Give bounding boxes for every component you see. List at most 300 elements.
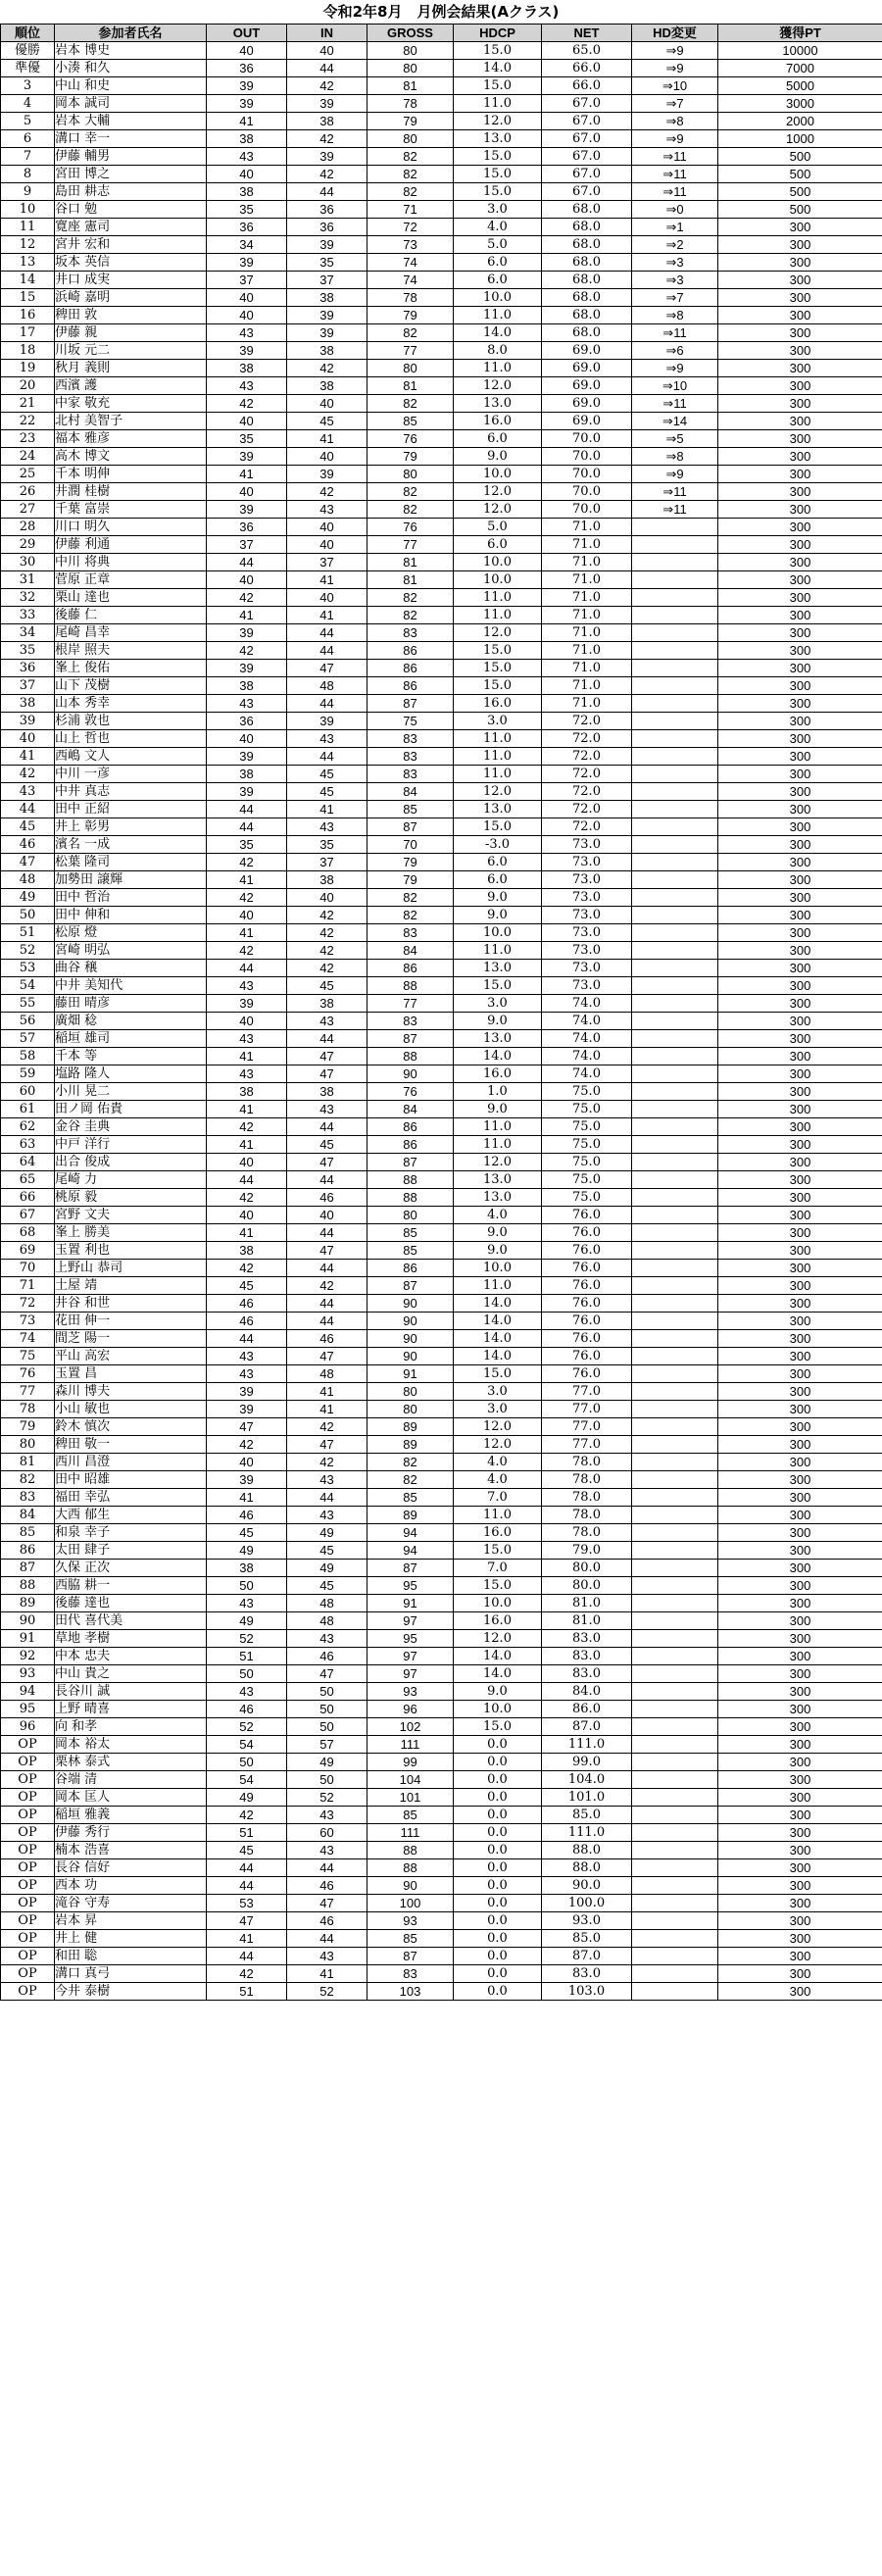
cell-in: 38 <box>287 113 368 130</box>
cell-gross: 82 <box>368 1454 454 1471</box>
cell-points: 300 <box>718 1101 882 1118</box>
cell-rank: 66 <box>1 1189 55 1207</box>
table-row <box>1 677 882 695</box>
cell-out: 51 <box>207 1983 287 2001</box>
cell-rank: 18 <box>1 342 55 360</box>
table-row <box>1 1524 882 1542</box>
cell-out: 40 <box>207 166 287 183</box>
cell-out: 45 <box>207 1524 287 1542</box>
cell-name: 田中 正紹 <box>55 801 207 818</box>
cell-net: 74.0 <box>542 1030 632 1048</box>
cell-rank: 26 <box>1 483 55 501</box>
cell-in: 40 <box>287 889 368 907</box>
cell-net: 71.0 <box>542 695 632 713</box>
cell-hdcp: 15.0 <box>454 166 542 183</box>
cell-out: 38 <box>207 677 287 695</box>
cell-in: 45 <box>287 1577 368 1595</box>
cell-gross: 111 <box>368 1736 454 1754</box>
cell-in: 42 <box>287 1277 368 1295</box>
cell-out: 40 <box>207 307 287 324</box>
cell-name: 峯上 勝美 <box>55 1224 207 1242</box>
cell-net: 77.0 <box>542 1418 632 1436</box>
cell-net: 85.0 <box>542 1930 632 1948</box>
cell-gross: 86 <box>368 1118 454 1136</box>
cell-out: 39 <box>207 1383 287 1401</box>
table-row <box>1 324 882 342</box>
cell-hd-change <box>632 942 718 960</box>
cell-rank: 9 <box>1 183 55 201</box>
cell-net: 67.0 <box>542 130 632 148</box>
cell-hdcp: -3.0 <box>454 836 542 854</box>
cell-points: 300 <box>718 1789 882 1807</box>
cell-out: 41 <box>207 607 287 624</box>
cell-net: 87.0 <box>542 1948 632 1965</box>
cell-rank: OP <box>1 1948 55 1965</box>
cell-points: 500 <box>718 166 882 183</box>
cell-in: 45 <box>287 1542 368 1560</box>
cell-gross: 100 <box>368 1895 454 1912</box>
table-row <box>1 395 882 413</box>
cell-out: 42 <box>207 1436 287 1454</box>
cell-out: 42 <box>207 1965 287 1983</box>
cell-in: 38 <box>287 1083 368 1101</box>
cell-hd-change <box>632 1242 718 1260</box>
cell-name: 向 和孝 <box>55 1718 207 1736</box>
cell-gross: 88 <box>368 1189 454 1207</box>
cell-net: 78.0 <box>542 1524 632 1542</box>
cell-name: 西川 昌澄 <box>55 1454 207 1471</box>
cell-net: 74.0 <box>542 995 632 1013</box>
cell-out: 41 <box>207 466 287 483</box>
cell-in: 40 <box>287 536 368 554</box>
cell-hdcp: 0.0 <box>454 1983 542 2001</box>
cell-gross: 90 <box>368 1295 454 1313</box>
cell-name: 土屋 靖 <box>55 1277 207 1295</box>
cell-hdcp: 16.0 <box>454 1524 542 1542</box>
table-row <box>1 166 882 183</box>
cell-points: 300 <box>718 1013 882 1030</box>
cell-name: 浜崎 嘉明 <box>55 289 207 307</box>
table-row <box>1 307 882 324</box>
cell-points: 300 <box>718 1136 882 1154</box>
cell-rank: 8 <box>1 166 55 183</box>
cell-in: 42 <box>287 924 368 942</box>
cell-out: 41 <box>207 1489 287 1507</box>
cell-net: 99.0 <box>542 1754 632 1771</box>
cell-net: 72.0 <box>542 818 632 836</box>
table-row <box>1 1471 882 1489</box>
cell-name: 尾崎 力 <box>55 1171 207 1189</box>
cell-net: 100.0 <box>542 1895 632 1912</box>
cell-name: 坂本 英信 <box>55 254 207 272</box>
cell-hdcp: 11.0 <box>454 589 542 607</box>
cell-points: 300 <box>718 1577 882 1595</box>
cell-rank: 77 <box>1 1383 55 1401</box>
cell-name: 長谷川 誠 <box>55 1683 207 1701</box>
table-row <box>1 1189 882 1207</box>
cell-net: 68.0 <box>542 254 632 272</box>
table-row <box>1 1154 882 1171</box>
cell-out: 51 <box>207 1824 287 1842</box>
cell-rank: 88 <box>1 1577 55 1595</box>
cell-rank: 20 <box>1 377 55 395</box>
cell-name: 長谷 信好 <box>55 1859 207 1877</box>
table-row <box>1 236 882 254</box>
cell-hd-change <box>632 1365 718 1383</box>
cell-rank: 85 <box>1 1524 55 1542</box>
cell-hd-change <box>632 1524 718 1542</box>
cell-points: 300 <box>718 1612 882 1630</box>
cell-out: 54 <box>207 1736 287 1754</box>
table-row <box>1 1383 882 1401</box>
cell-net: 71.0 <box>542 536 632 554</box>
cell-name: 宮野 文夫 <box>55 1207 207 1224</box>
cell-out: 43 <box>207 1030 287 1048</box>
cell-out: 40 <box>207 571 287 589</box>
cell-points: 300 <box>718 1824 882 1842</box>
cell-out: 44 <box>207 818 287 836</box>
cell-hdcp: 4.0 <box>454 1471 542 1489</box>
table-row <box>1 1560 882 1577</box>
cell-hdcp: 6.0 <box>454 430 542 448</box>
cell-hd-change <box>632 589 718 607</box>
cell-out: 43 <box>207 1683 287 1701</box>
cell-rank: 47 <box>1 854 55 871</box>
cell-hd-change <box>632 1260 718 1277</box>
cell-hdcp: 11.0 <box>454 95 542 113</box>
cell-hd-change: ⇒9 <box>632 60 718 77</box>
cell-rank: OP <box>1 1965 55 1983</box>
cell-hdcp: 11.0 <box>454 1136 542 1154</box>
cell-net: 73.0 <box>542 942 632 960</box>
cell-name: 岡本 裕太 <box>55 1736 207 1754</box>
cell-name: 峯上 俊佑 <box>55 660 207 677</box>
cell-in: 48 <box>287 1595 368 1612</box>
cell-points: 300 <box>718 1171 882 1189</box>
table-row <box>1 554 882 571</box>
cell-name: 山下 茂樹 <box>55 677 207 695</box>
cell-name: 田中 哲治 <box>55 889 207 907</box>
cell-out: 43 <box>207 695 287 713</box>
cell-out: 40 <box>207 1454 287 1471</box>
cell-hd-change <box>632 1718 718 1736</box>
cell-out: 43 <box>207 1348 287 1365</box>
cell-points: 300 <box>718 1983 882 2001</box>
cell-hd-change <box>632 695 718 713</box>
table-row <box>1 42 882 60</box>
cell-in: 38 <box>287 871 368 889</box>
cell-name: 千本 等 <box>55 1048 207 1065</box>
table-row <box>1 1754 882 1771</box>
cell-in: 44 <box>287 1313 368 1330</box>
cell-hdcp: 6.0 <box>454 871 542 889</box>
cell-name: 伊藤 親 <box>55 324 207 342</box>
cell-out: 41 <box>207 1048 287 1065</box>
cell-gross: 87 <box>368 1277 454 1295</box>
cell-in: 47 <box>287 1065 368 1083</box>
cell-hdcp: 9.0 <box>454 1101 542 1118</box>
table-row <box>1 836 882 854</box>
cell-points: 300 <box>718 1895 882 1912</box>
cell-gross: 82 <box>368 483 454 501</box>
cell-in: 60 <box>287 1824 368 1842</box>
cell-in: 43 <box>287 1013 368 1030</box>
cell-net: 73.0 <box>542 907 632 924</box>
cell-hdcp: 0.0 <box>454 1824 542 1842</box>
cell-out: 42 <box>207 1189 287 1207</box>
cell-out: 42 <box>207 854 287 871</box>
cell-in: 44 <box>287 183 368 201</box>
cell-hdcp: 13.0 <box>454 395 542 413</box>
cell-net: 75.0 <box>542 1101 632 1118</box>
cell-hdcp: 0.0 <box>454 1807 542 1824</box>
cell-net: 67.0 <box>542 95 632 113</box>
cell-in: 49 <box>287 1560 368 1577</box>
table-row <box>1 519 882 536</box>
cell-points: 300 <box>718 907 882 924</box>
cell-net: 111.0 <box>542 1736 632 1754</box>
table-row <box>1 1736 882 1754</box>
cell-in: 38 <box>287 995 368 1013</box>
cell-net: 71.0 <box>542 607 632 624</box>
cell-gross: 78 <box>368 289 454 307</box>
cell-rank: OP <box>1 1877 55 1895</box>
cell-out: 49 <box>207 1612 287 1630</box>
cell-name: 谷口 勉 <box>55 201 207 219</box>
cell-rank: OP <box>1 1842 55 1859</box>
cell-gross: 90 <box>368 1330 454 1348</box>
cell-name: 楠本 浩喜 <box>55 1842 207 1859</box>
cell-in: 47 <box>287 1665 368 1683</box>
cell-out: 44 <box>207 1948 287 1965</box>
cell-in: 37 <box>287 554 368 571</box>
cell-hd-change <box>632 624 718 642</box>
cell-gross: 79 <box>368 854 454 871</box>
cell-in: 49 <box>287 1754 368 1771</box>
cell-hd-change <box>632 1807 718 1824</box>
cell-name: 西脇 耕一 <box>55 1577 207 1595</box>
cell-out: 37 <box>207 272 287 289</box>
cell-gross: 111 <box>368 1824 454 1842</box>
cell-name: 岡本 匡人 <box>55 1789 207 1807</box>
cell-net: 80.0 <box>542 1577 632 1595</box>
cell-rank: 56 <box>1 1013 55 1030</box>
cell-gross: 88 <box>368 1048 454 1065</box>
cell-points: 300 <box>718 1189 882 1207</box>
table-row <box>1 254 882 272</box>
cell-out: 39 <box>207 660 287 677</box>
table-row <box>1 1895 882 1912</box>
cell-in: 40 <box>287 395 368 413</box>
table-row <box>1 1877 882 1895</box>
cell-net: 69.0 <box>542 413 632 430</box>
cell-points: 300 <box>718 254 882 272</box>
cell-name: 福田 幸弘 <box>55 1489 207 1507</box>
cell-net: 70.0 <box>542 430 632 448</box>
cell-hdcp: 9.0 <box>454 1013 542 1030</box>
cell-hdcp: 7.0 <box>454 1560 542 1577</box>
table-row <box>1 1118 882 1136</box>
cell-rank: 57 <box>1 1030 55 1048</box>
cell-points: 10000 <box>718 42 882 60</box>
cell-net: 68.0 <box>542 307 632 324</box>
cell-net: 81.0 <box>542 1612 632 1630</box>
cell-rank: 92 <box>1 1648 55 1665</box>
cell-gross: 79 <box>368 448 454 466</box>
cell-gross: 83 <box>368 1965 454 1983</box>
cell-rank: OP <box>1 1859 55 1877</box>
cell-hdcp: 15.0 <box>454 1542 542 1560</box>
cell-gross: 80 <box>368 1207 454 1224</box>
table-row <box>1 642 882 660</box>
table-row <box>1 1665 882 1683</box>
cell-hd-change: ⇒7 <box>632 289 718 307</box>
cell-in: 47 <box>287 1436 368 1454</box>
table-row <box>1 1136 882 1154</box>
cell-name: 中山 貴之 <box>55 1665 207 1683</box>
cell-points: 300 <box>718 501 882 519</box>
cell-hd-change <box>632 1560 718 1577</box>
cell-net: 111.0 <box>542 1824 632 1842</box>
cell-gross: 79 <box>368 871 454 889</box>
cell-in: 45 <box>287 766 368 783</box>
cell-out: 49 <box>207 1789 287 1807</box>
cell-hd-change <box>632 748 718 766</box>
cell-gross: 97 <box>368 1665 454 1683</box>
cell-hd-change: ⇒11 <box>632 148 718 166</box>
cell-in: 39 <box>287 713 368 730</box>
cell-hdcp: 10.0 <box>454 1701 542 1718</box>
cell-gross: 73 <box>368 236 454 254</box>
cell-points: 300 <box>718 889 882 907</box>
cell-net: 71.0 <box>542 519 632 536</box>
cell-hd-change <box>632 960 718 977</box>
cell-hdcp: 14.0 <box>454 1313 542 1330</box>
cell-points: 300 <box>718 1083 882 1101</box>
cell-hd-change <box>632 1454 718 1471</box>
cell-gross: 85 <box>368 1807 454 1824</box>
cell-hdcp: 12.0 <box>454 501 542 519</box>
cell-rank: 53 <box>1 960 55 977</box>
cell-gross: 87 <box>368 695 454 713</box>
cell-out: 39 <box>207 624 287 642</box>
cell-hd-change <box>632 1612 718 1630</box>
cell-gross: 81 <box>368 377 454 395</box>
cell-points: 300 <box>718 536 882 554</box>
cell-hd-change <box>632 1136 718 1154</box>
cell-hdcp: 10.0 <box>454 571 542 589</box>
cell-points: 300 <box>718 1207 882 1224</box>
cell-rank: 19 <box>1 360 55 377</box>
cell-gross: 86 <box>368 1260 454 1277</box>
cell-out: 40 <box>207 483 287 501</box>
cell-hd-change <box>632 1542 718 1560</box>
cell-name: 尾崎 昌幸 <box>55 624 207 642</box>
cell-in: 44 <box>287 642 368 660</box>
cell-gross: 82 <box>368 148 454 166</box>
cell-points: 300 <box>718 519 882 536</box>
cell-out: 41 <box>207 113 287 130</box>
cell-rank: 38 <box>1 695 55 713</box>
cell-out: 41 <box>207 1930 287 1948</box>
cell-hd-change <box>632 801 718 818</box>
cell-hd-change <box>632 660 718 677</box>
cell-rank: 69 <box>1 1242 55 1260</box>
cell-out: 38 <box>207 1083 287 1101</box>
cell-hdcp: 6.0 <box>454 272 542 289</box>
cell-points: 5000 <box>718 77 882 95</box>
cell-hd-change <box>632 1577 718 1595</box>
cell-rank: 34 <box>1 624 55 642</box>
cell-out: 44 <box>207 554 287 571</box>
cell-name: 伊藤 輔男 <box>55 148 207 166</box>
cell-gross: 89 <box>368 1418 454 1436</box>
cell-hdcp: 14.0 <box>454 324 542 342</box>
cell-rank: 82 <box>1 1471 55 1489</box>
cell-points: 300 <box>718 854 882 871</box>
cell-rank: 33 <box>1 607 55 624</box>
table-row <box>1 1842 882 1859</box>
cell-net: 73.0 <box>542 854 632 871</box>
col-header-net: NET <box>542 25 632 42</box>
cell-out: 38 <box>207 130 287 148</box>
cell-rank: 23 <box>1 430 55 448</box>
cell-gross: 87 <box>368 1030 454 1048</box>
cell-gross: 87 <box>368 1560 454 1577</box>
cell-in: 42 <box>287 483 368 501</box>
cell-gross: 79 <box>368 307 454 324</box>
cell-gross: 103 <box>368 1983 454 2001</box>
cell-hd-change: ⇒8 <box>632 307 718 324</box>
cell-in: 44 <box>287 1930 368 1948</box>
cell-in: 57 <box>287 1736 368 1754</box>
cell-hdcp: 11.0 <box>454 748 542 766</box>
cell-name: 菅原 正章 <box>55 571 207 589</box>
cell-hd-change <box>632 1877 718 1895</box>
cell-name: 宮井 宏和 <box>55 236 207 254</box>
cell-gross: 84 <box>368 942 454 960</box>
cell-name: 中山 和史 <box>55 77 207 95</box>
cell-in: 41 <box>287 430 368 448</box>
cell-name: 中家 敬充 <box>55 395 207 413</box>
cell-net: 72.0 <box>542 766 632 783</box>
cell-hdcp: 3.0 <box>454 713 542 730</box>
cell-rank: 39 <box>1 713 55 730</box>
table-row <box>1 1718 882 1736</box>
cell-hdcp: 4.0 <box>454 1454 542 1471</box>
cell-out: 42 <box>207 1260 287 1277</box>
cell-in: 42 <box>287 960 368 977</box>
table-row <box>1 607 882 624</box>
cell-gross: 93 <box>368 1912 454 1930</box>
cell-rank: 86 <box>1 1542 55 1560</box>
cell-gross: 82 <box>368 166 454 183</box>
cell-hdcp: 11.0 <box>454 1507 542 1524</box>
cell-rank: 25 <box>1 466 55 483</box>
cell-hd-change <box>632 1101 718 1118</box>
table-row <box>1 1630 882 1648</box>
cell-hd-change <box>632 977 718 995</box>
cell-hdcp: 9.0 <box>454 1683 542 1701</box>
table-row <box>1 713 882 730</box>
cell-hdcp: 10.0 <box>454 924 542 942</box>
table-row <box>1 1595 882 1612</box>
cell-in: 42 <box>287 907 368 924</box>
cell-rank: 6 <box>1 130 55 148</box>
cell-points: 300 <box>718 713 882 730</box>
cell-name: 和田 聡 <box>55 1948 207 1965</box>
cell-hdcp: 4.0 <box>454 1207 542 1224</box>
